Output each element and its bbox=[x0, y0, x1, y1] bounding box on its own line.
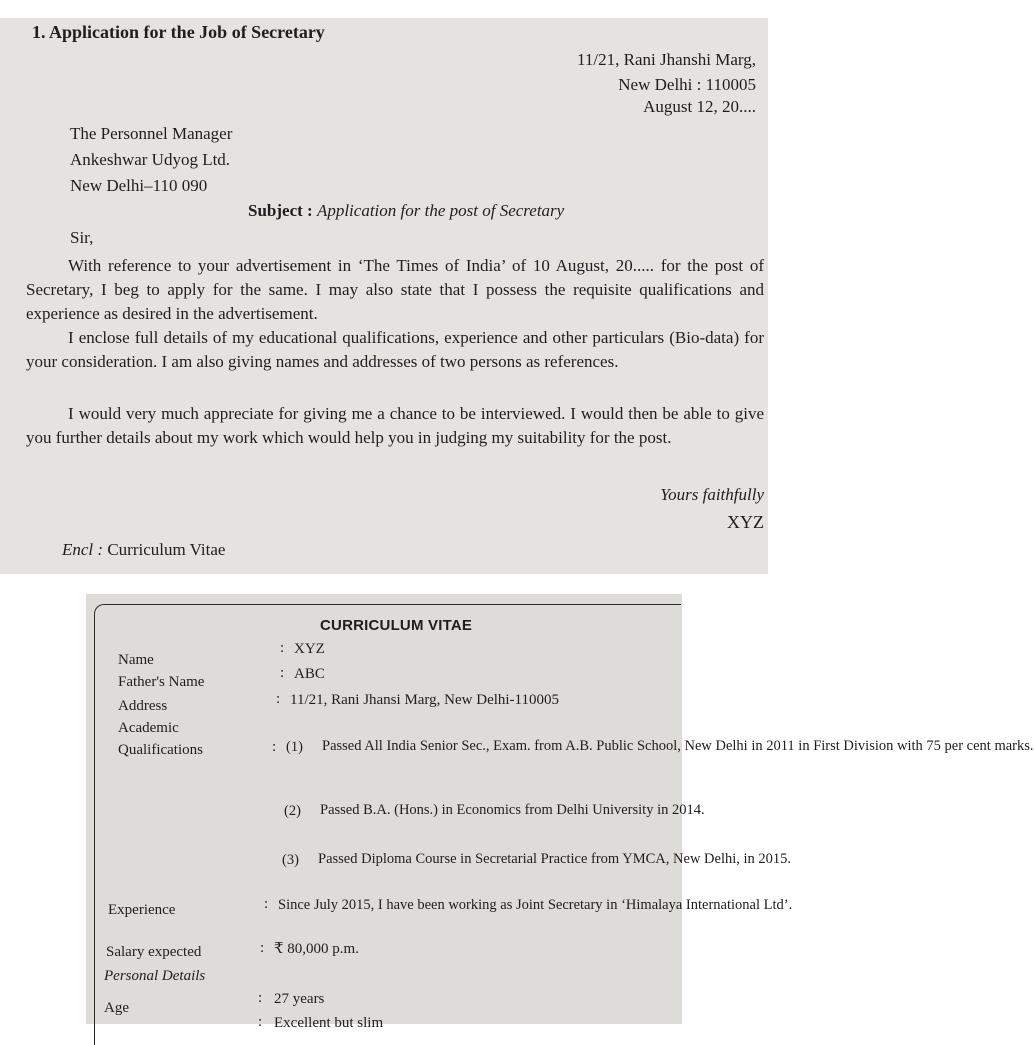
qualification-2-number: (2) bbox=[284, 803, 301, 819]
body-paragraph-3: I would very much appreciate for giving me a chance to be interviewed. I would then be able to give you further details about my work which would help you in judging my suitability for the post. bbox=[26, 404, 764, 447]
subject-label: Subject : bbox=[248, 201, 313, 220]
salary-value: ₹ 80,000 p.m. bbox=[274, 941, 359, 957]
cv-page bbox=[86, 594, 1034, 1031]
letter-heading: 1. Application for the Job of Secretary bbox=[32, 22, 325, 42]
enclosure-label: Encl : bbox=[62, 540, 104, 559]
recipient-line-1: The Personnel Manager bbox=[70, 124, 233, 143]
academic-colon: : bbox=[272, 739, 277, 755]
age-label: Age bbox=[104, 1000, 129, 1016]
next-row-value: Excellent but slim bbox=[274, 1015, 384, 1031]
experience-label: Experience bbox=[108, 902, 176, 918]
personal-details-heading: Personal Details bbox=[104, 968, 206, 984]
letter-page bbox=[0, 18, 768, 574]
age-value: 27 years bbox=[274, 991, 325, 1007]
sender-address-line-1: 11/21, Rani Jhanshi Marg, bbox=[577, 50, 756, 69]
father-name-label: Father's Name bbox=[118, 674, 205, 690]
enclosure-line bbox=[62, 538, 225, 562]
academic-label-line-1: Academic bbox=[118, 720, 179, 736]
salutation: Sir, bbox=[70, 228, 94, 247]
address-colon: : bbox=[276, 691, 281, 707]
cv-title: CURRICULUM VITAE bbox=[320, 617, 473, 634]
body-paragraph-2: I enclose full details of my educational qualifications, experience and other particulars (Bio-data) for your consideration. I am also giving names and addresses of two persons as references. bbox=[26, 328, 764, 371]
closing: Yours faithfully bbox=[660, 485, 764, 504]
signature: XYZ bbox=[727, 512, 764, 532]
qualification-1-text: Passed All India Senior Sec., Exam. from A.B. Public School, New Delhi in 2011 in First Division with 75 per cent marks. bbox=[322, 738, 1034, 754]
father-name-value: ABC bbox=[294, 666, 325, 682]
experience-value: Since July 2015, I have been working as Joint Secretary in ‘Himalaya International Ltd’. bbox=[278, 897, 793, 913]
subject-text: Application for the post of Secretary bbox=[316, 201, 565, 220]
academic-label-line-2: Qualifications bbox=[118, 742, 203, 758]
qualification-3-number: (3) bbox=[282, 852, 299, 868]
subject-line bbox=[248, 199, 564, 223]
sender-address-line-2: New Delhi : 110005 bbox=[618, 75, 756, 94]
address-label: Address bbox=[118, 698, 168, 714]
salary-colon: : bbox=[260, 940, 265, 956]
next-row-colon: : bbox=[258, 1014, 263, 1030]
qualification-2-text: Passed B.A. (Hons.) in Economics from Delhi University in 2014. bbox=[320, 802, 705, 818]
name-value: XYZ bbox=[294, 641, 325, 657]
father-name-colon: : bbox=[280, 665, 285, 681]
name-colon: : bbox=[280, 640, 285, 656]
letter-date: August 12, 20.... bbox=[643, 97, 756, 116]
name-label: Name bbox=[118, 652, 154, 668]
recipient-line-2: Ankeshwar Udyog Ltd. bbox=[70, 150, 231, 169]
body-paragraph-1: With reference to your advertisement in ‘The Times of India’ of 10 August, 20..... for the post of Secretary, I beg to apply for the same. I may also state that I possess the requisite qualifications and experience as desired in the advertisement. bbox=[26, 256, 764, 323]
enclosure-text: Curriculum Vitae bbox=[107, 540, 226, 559]
salary-label: Salary expected bbox=[106, 944, 202, 960]
address-value: 11/21, Rani Jhansi Marg, New Delhi-110005 bbox=[290, 692, 559, 708]
age-colon: : bbox=[258, 990, 263, 1006]
qualification-1-number: (1) bbox=[286, 739, 303, 755]
qualification-3-text: Passed Diploma Course in Secretarial Practice from YMCA, New Delhi, in 2015. bbox=[318, 851, 792, 867]
recipient-line-3: New Delhi–110 090 bbox=[70, 176, 208, 195]
experience-colon: : bbox=[264, 896, 269, 912]
